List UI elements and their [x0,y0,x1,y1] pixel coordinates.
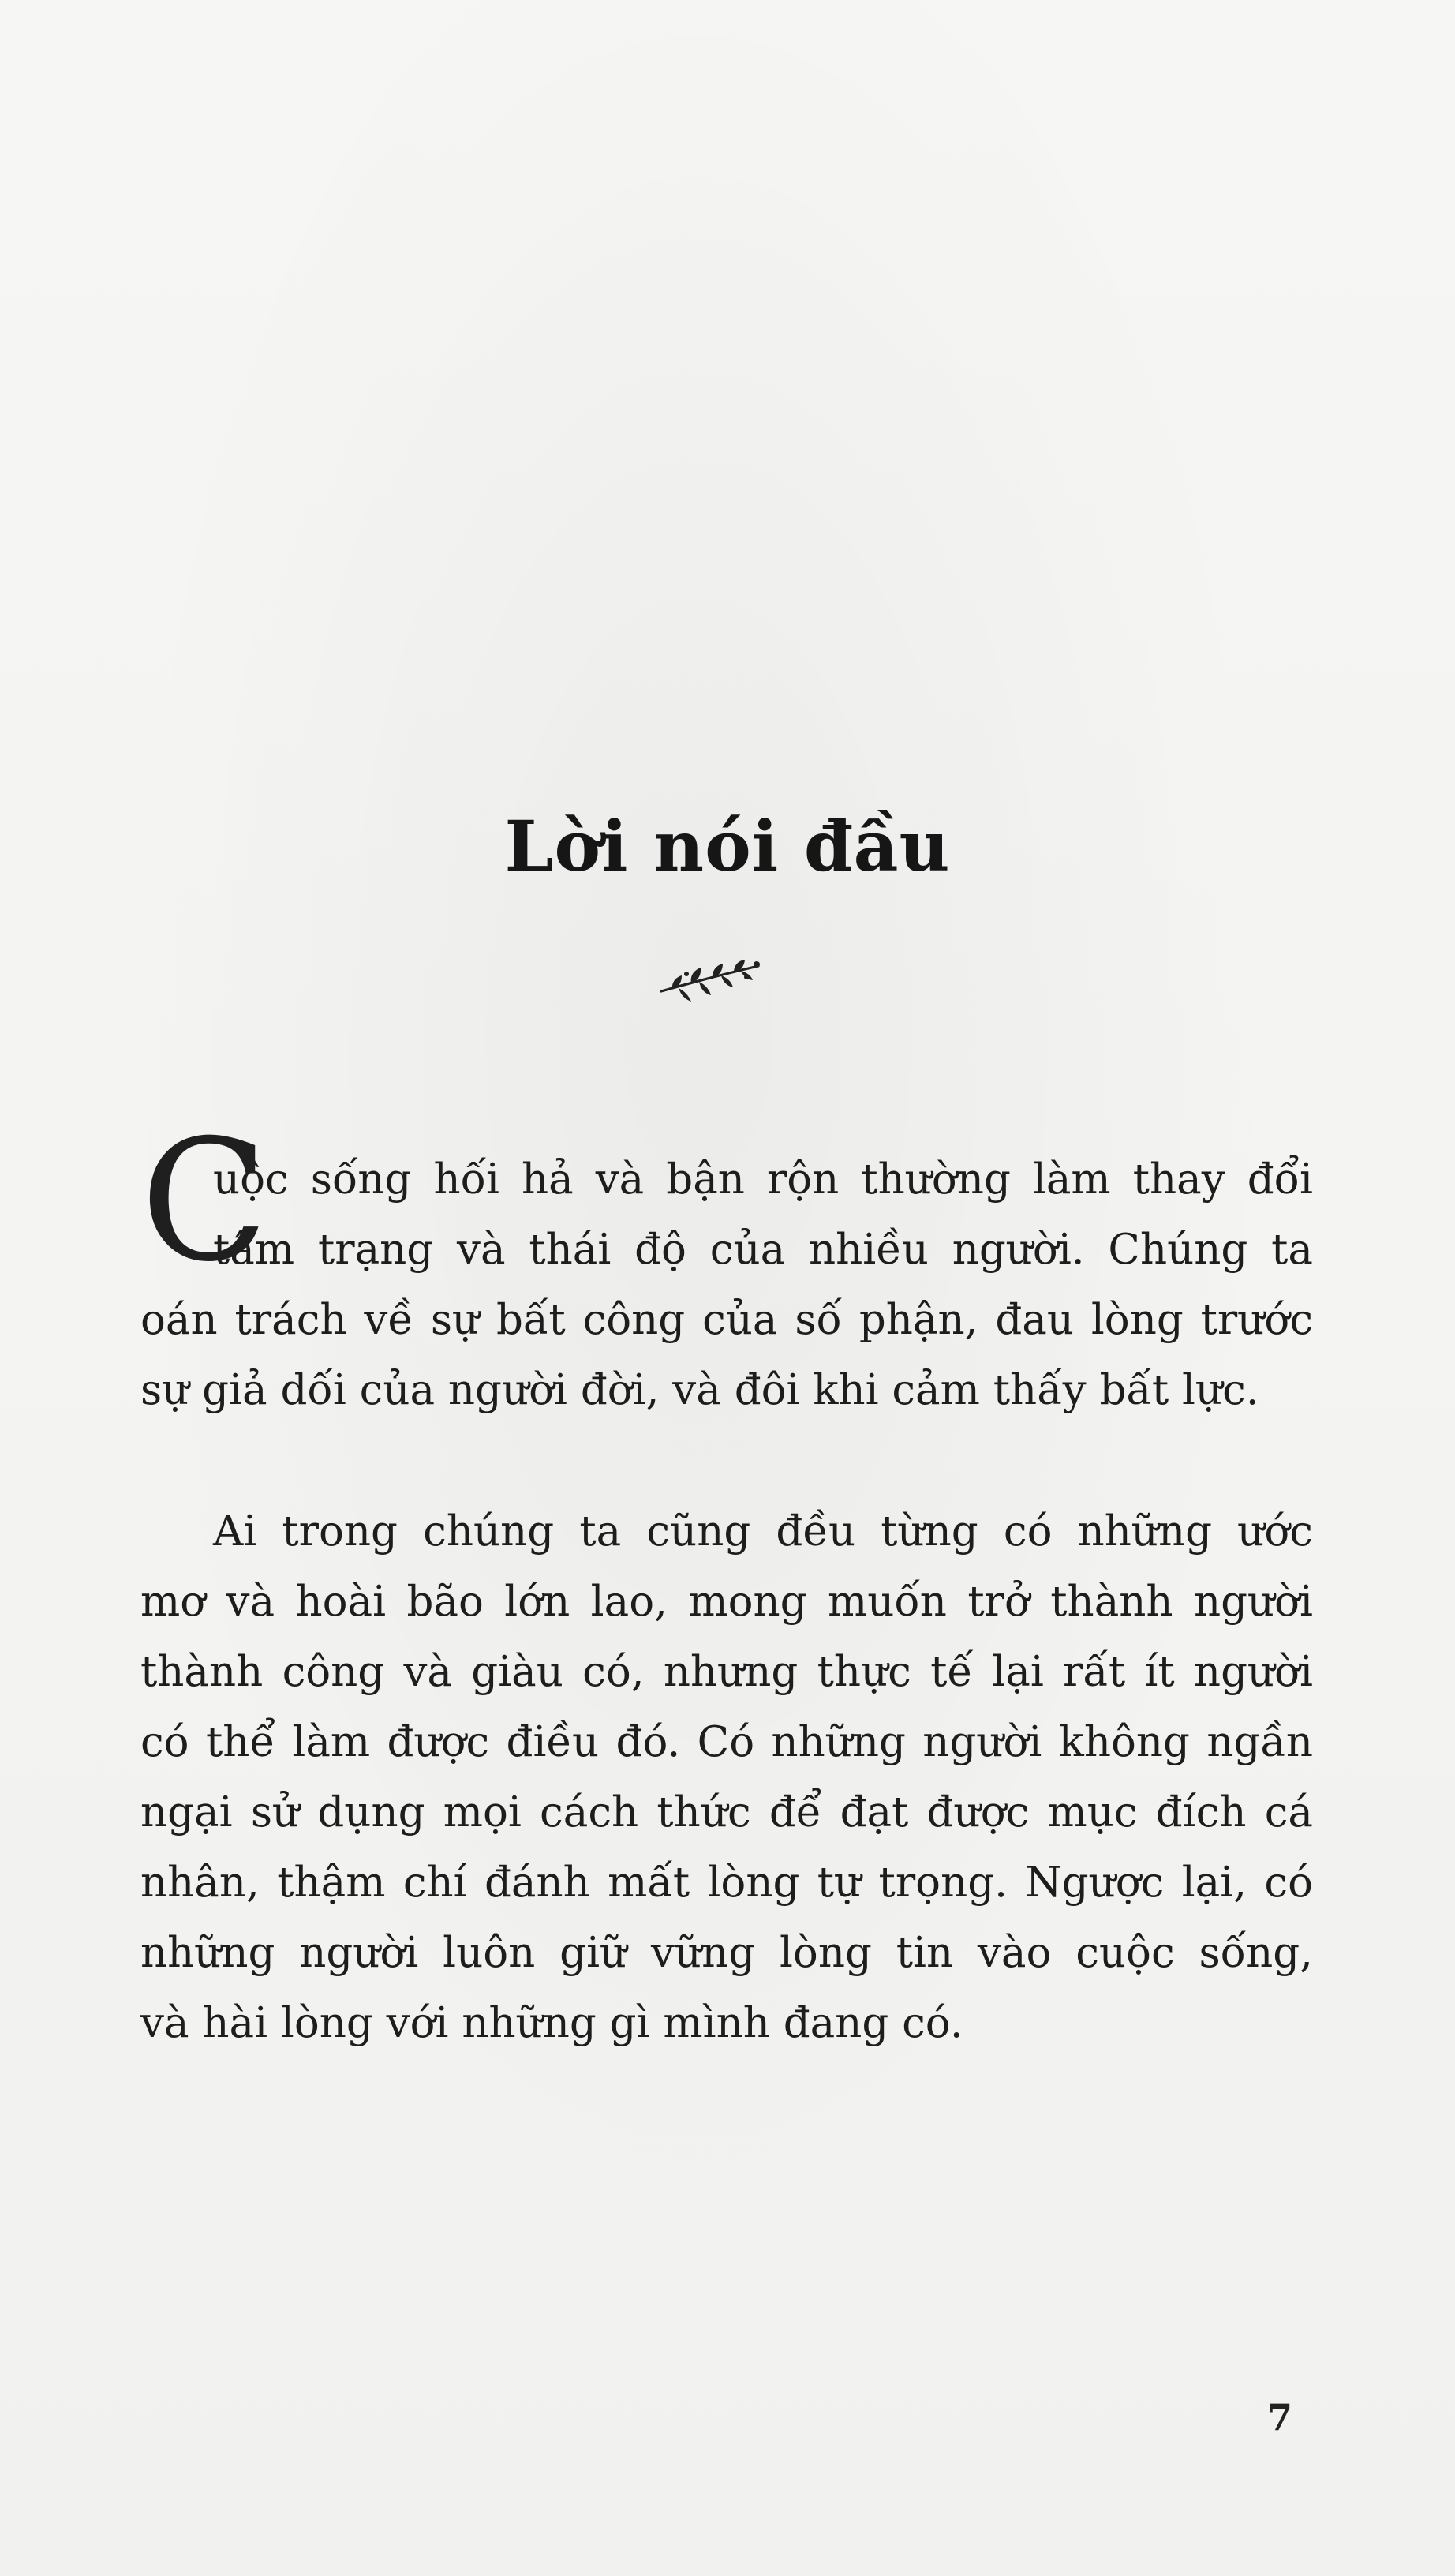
paragraph-line: uộc sống hối hả và bận rộn thường làm thay đổi [213,1155,1313,1204]
body-text [140,1103,1313,2058]
drop-cap: C [140,1103,269,1298]
chapter-title: Lời nói đầu [504,805,951,887]
paragraph-line: oán trách về sự bất công của số phận, đau lòng trước [140,1296,1313,1344]
paragraph-spacer [140,1425,1313,1496]
paragraph-line: thành công và giàu có, nhưng thực tế lại rất ít người [140,1648,1313,1696]
paragraph-line: mơ và hoài bão lớn lao, mong muốn trở thành người [140,1578,1313,1626]
paragraph-1 [140,1144,1313,1425]
page-number: 7 [1266,2396,1292,2439]
paragraph-line: sự giả dối của người đời, và đôi khi cảm thấy bất lực. [140,1366,1259,1414]
paragraph-line: Ai trong chúng ta cũng đều từng có những ước [213,1507,1313,1556]
paragraph-line: có thể làm được điều đó. Có những người không ngần [140,1718,1313,1766]
paragraph-line: tâm trạng và thái độ của nhiều người. Chúng ta [213,1226,1313,1274]
paragraph-2 [140,1496,1313,2058]
paragraph-line: ngại sử dụng mọi cách thức để đạt được mục đích cá [140,1788,1313,1837]
paragraph-line: và hài lòng với những gì mình đang có. [140,1999,963,2047]
leafy-branch-icon [652,953,770,1009]
paragraph-line: nhân, thậm chí đánh mất lòng tự trọng. Ngược lại, có [140,1859,1313,1907]
paragraph-line: những người luôn giữ vững lòng tin vào cuộc sống, [140,1929,1313,1977]
